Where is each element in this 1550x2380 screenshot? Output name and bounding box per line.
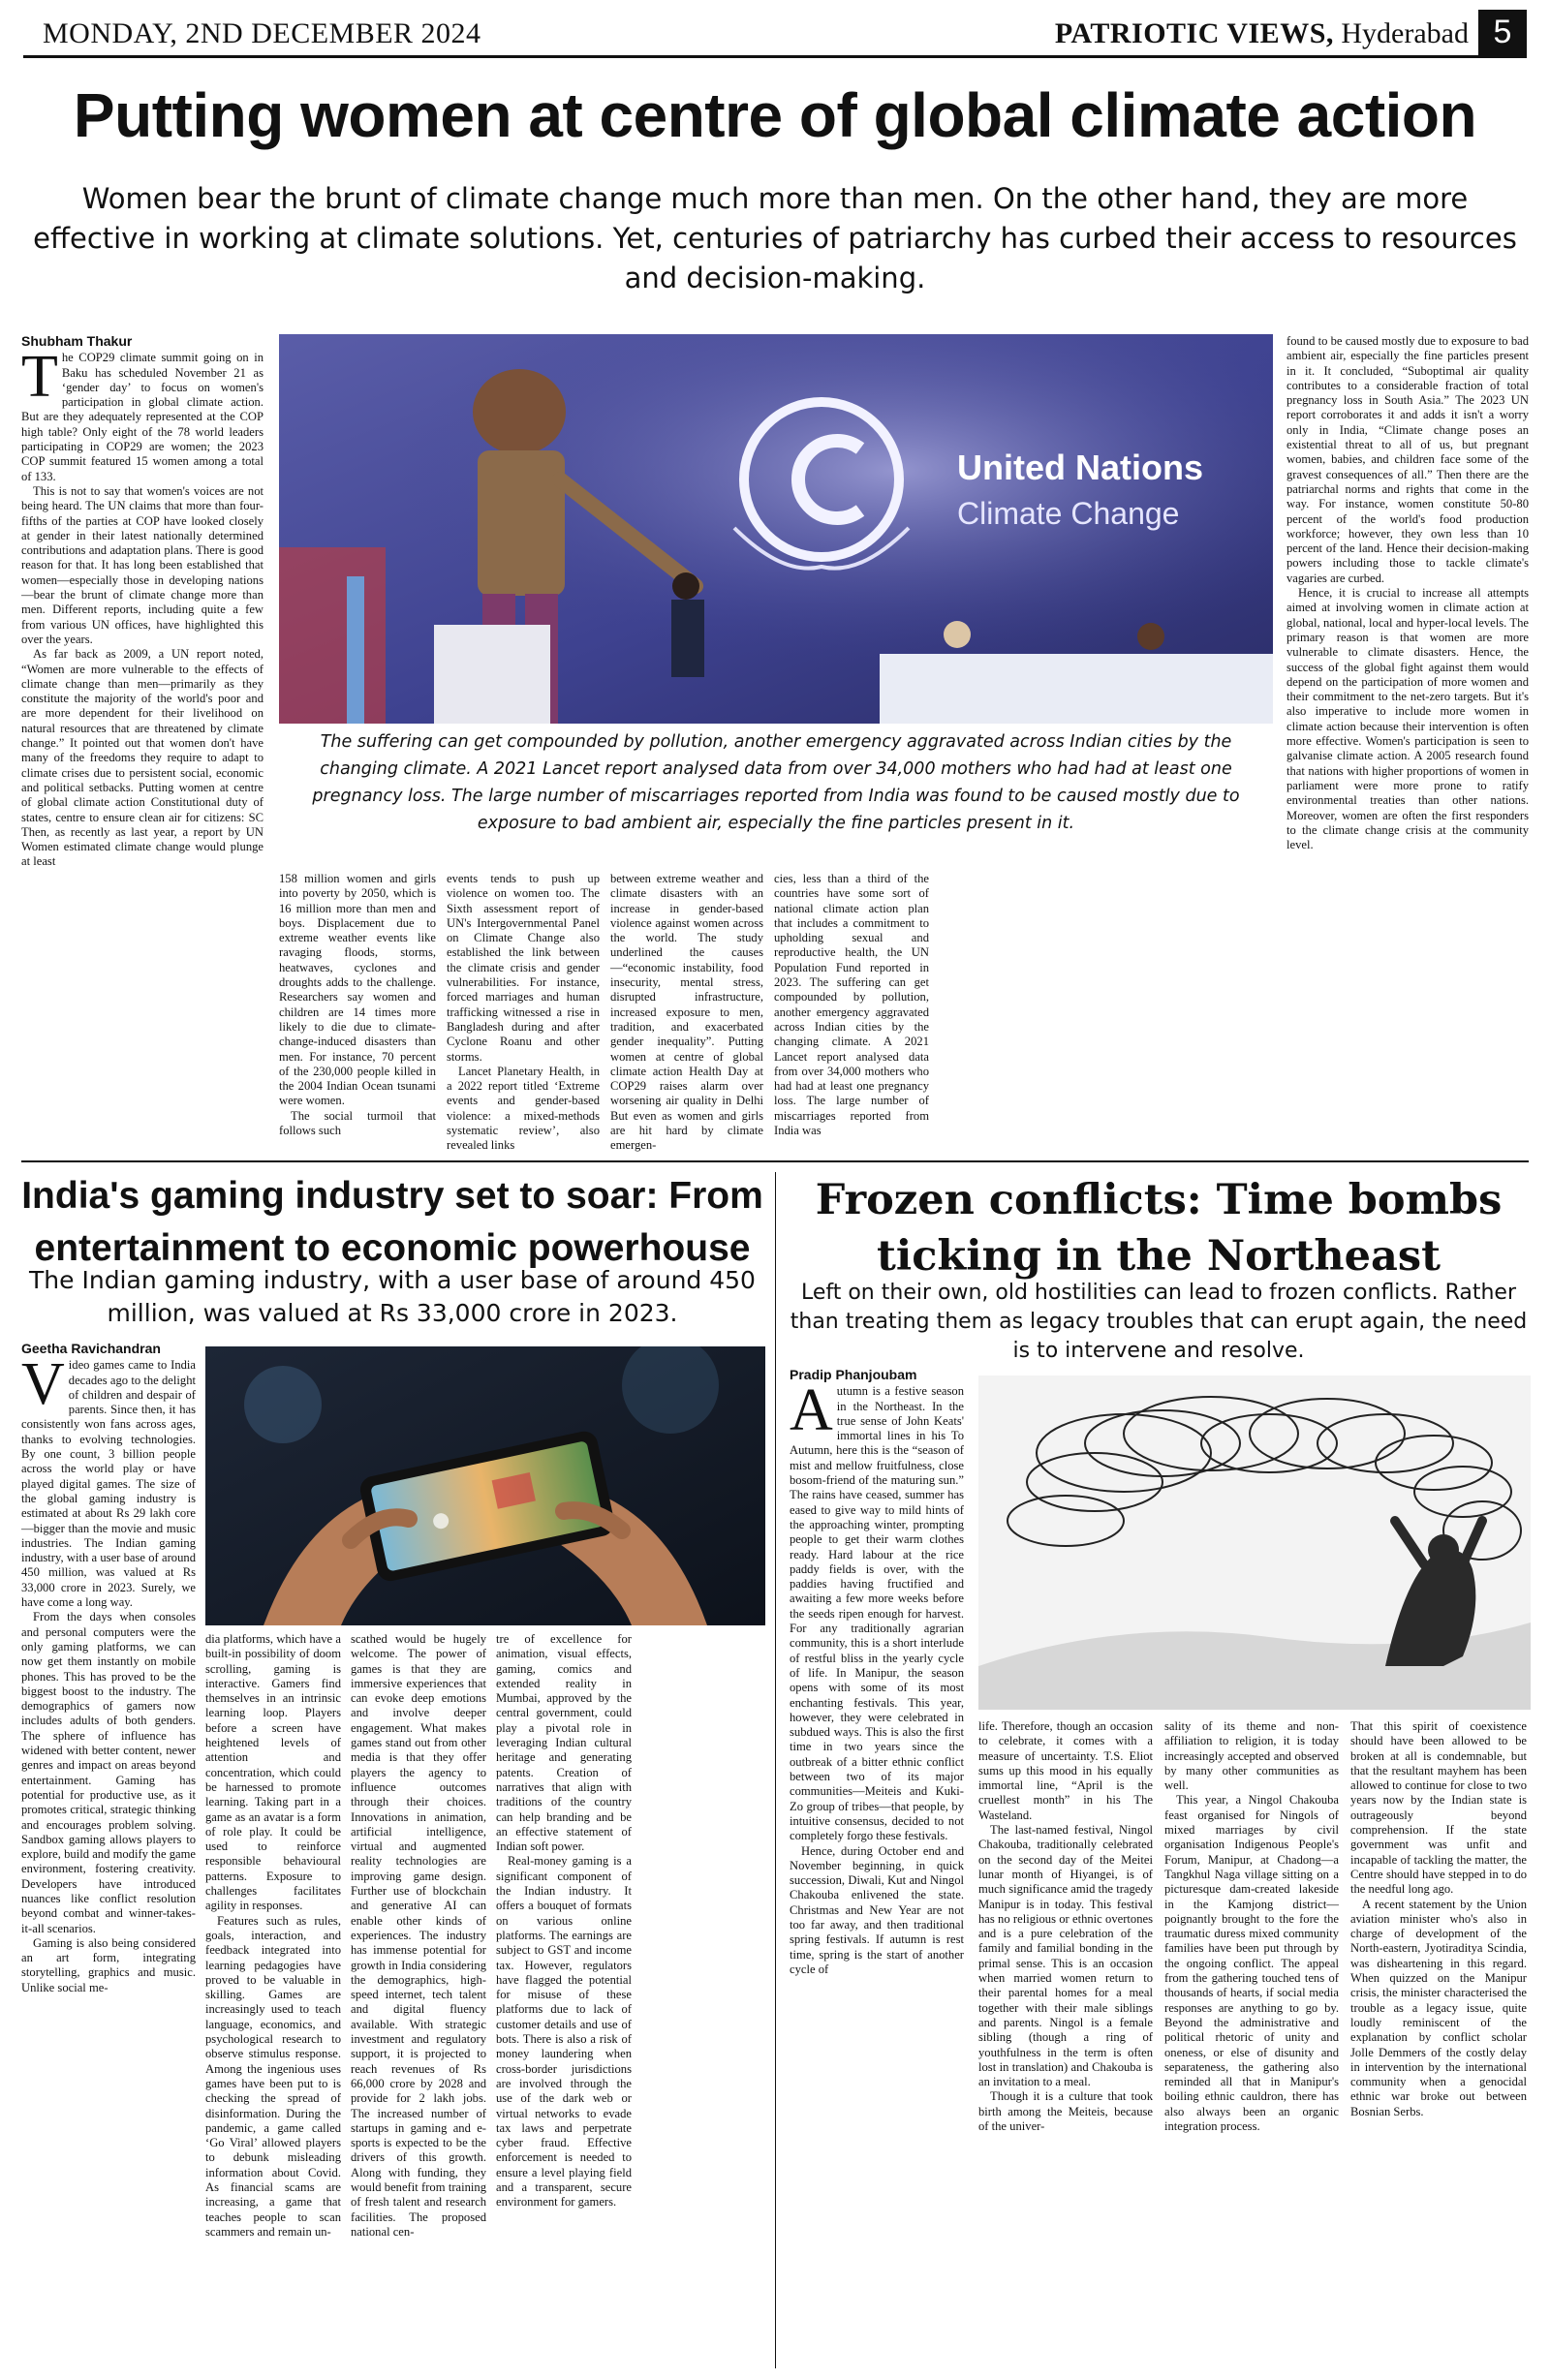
article2-dropcap: V — [21, 1351, 65, 1418]
article1-col1-p1: he COP29 climate summit going on in Baku has scheduled November 21 as ‘gender day’ to focus on women's participation in global climate action. But are they adequately represented at the COP high table? Only eight of the 78 world leaders participating in COP29 are women; the 2023 COP summit featured 15 women among a total of 133. — [21, 351, 264, 483]
article2-deck: The Indian gaming industry, with a user base of around 450 million, was valued at Rs 33,000 crore in 2023. — [29, 1266, 756, 1327]
article1-col6-p2: Hence, it is crucial to increase all attempts aimed at involving women in climate action at global, national, local and hyper-local levels. The primary reason is that women are more vulnerable to climate disasters. Hence, the success of the global fight against them would depend on the participation of more women and their commitment to the net-zero targets. But it's also imperative to include more women in climate action because their intervention is often more effective. Women's participation is seen to galvanise climate action. A 2005 research found that nations with higher proportions of women in parliament were more prone to ratify environmental treaties than other nations. Moreover, women are often the first responders to the climate change crisis at the community level. — [1286, 586, 1529, 852]
article2-col4 — [496, 1632, 632, 2368]
article2-col1-p1: ideo games came to India decades ago to the delight of children and despair of parents. Since then, it has consistently won fans across ages, thanks to evolving technologies. By one count, 3 billion people across the world play or have played digital games. The size of the global gaming industry is estimated at about Rs 29 lakh core—bigger than the movie and music industries. The Indian gaming industry, with a user base of around 450 million, was valued at Rs 33,000 crore in 2023. Surely, we have come a long way. — [21, 1358, 196, 1610]
article1-col1 — [21, 334, 264, 1138]
article1-col3 — [447, 872, 600, 1153]
article3-headline: Frozen conflicts: Time bombs ticking in the Northeast — [815, 1176, 1503, 1281]
article2-col2-p1: dia platforms, which have a built-in possibility of doom scrolling, gaming is interactive. Gamers find themselves in an intrinsic learning loop. Players before a screen have heightened levels of attention and concentration, which could be harnessed to promote learning. Taking part in a game as an avatar is a form of role play. It could be used to reinforce responsible behavioural patterns. Exposure to challenges facilitates agility in responses. — [205, 1632, 341, 1913]
article3-col2 — [978, 1719, 1153, 2368]
article2-byline: Geetha Ravichandran — [21, 1342, 161, 1356]
article2-col1 — [21, 1342, 196, 2368]
paper-city: Hyderabad — [1341, 17, 1469, 49]
article1-col1-p3: As far back as 2009, a UN report noted, “Women are more vulnerable to the effects of climate change than men—primarily as they constitute the majority of the world's poor and are more dependent for their livelihood on natural resources that are threatened by climate change.” It pointed out that women don't have many of the freedoms they require to adapt to climate crises due to persistent social, economic and political setbacks. Putting women at centre of global climate action Constitutional duty of states, centre to ensure clean air for citizens: SC Then, as recently as last year, a report by UN Women estimated climate change would plunge at least — [21, 647, 264, 869]
image-banner-text2: Climate Change — [957, 496, 1180, 531]
article2-col1-p2: From the days when consoles and personal computers were the only gaming platforms, we can now get them instantly on mobile phones. This has proved to be the biggest boost to the industry. The demographics of gamers now includes adults of both genders. The sphere of influence has widened with better content, newer genres and impact on areas beyond entertainment. Gaming has potential for productive use, as it promotes critical, strategic thinking and encourages problem solving. Sandbox gaming allows players to explore, build and modify the game environment, fostering creativity. Developers have introduced nuances like conflict resolution beyond combat and winner-takes-it-all scenarios. — [21, 1610, 196, 1935]
article3-col3-p2: This year, a Ningol Chakouba feast organised for Ningols of mixed marriages by civil organisation Indigenous People's Forum, Manipur, at Chadong—a Tangkhul Naga village sitting on a picturesque dam-created lakeside in the Kamjong district—poignantly brought to the fore the traumatic duress mixed community families have been put through by the ongoing conflict. The appeal from the gathering touched tens of thousands of hearts, if social media responses are anything to go by. Beyond the administrative and political rhetoric of unity and oneness, or else of disunity and separateness, the gathering also reminded all that in Manipur's boiling ethnic cauldron, there has also always been an organic integration process. — [1164, 1793, 1339, 2134]
article2-col1-p3: Gaming is also being considered an art form, integrating storytelling, graphics and music. Unlike social me- — [21, 1935, 196, 1994]
article3-col2-p2: The last-named festival, Ningol Chakouba, traditionally celebrated on the second day of the Meitei lunar month of Hiyangei, is of much significance amid the tragedy Manipur is in today. This festival has no religious or ethnic overtones and is a pure celebration of the family and familial bonding in the primal sense. This is an occasion when married women return to their parental homes for a meal together with their male siblings and parents. Ningol is a female sibling (though a ring of youthfulness in the term is often lost in translation) and Chakouba is an invitation to a meal. — [978, 1823, 1153, 2089]
article1-headline: Putting women at centre of global climate action — [73, 80, 1477, 150]
article1-col4-p1: between extreme weather and climate disasters with an increase in gender-based violence against women across the world. The study underlined the causes—“economic instability, food insecurity, mental stress, disrupted infrastructure, increased exposure to men, tradition, and exacerbated gender inequality”. Putting women at centre of global climate action Health Day at COP29 raises alarm over worsening air quality in Delhi But even as women and girls are hit hard by climate emergen- — [610, 872, 763, 1153]
article1-col6 — [1286, 334, 1529, 1153]
article3-col3-p1: sality of its theme and non-affiliation to religion, it is today increasingly accepted and observed by many other communities as well. — [1164, 1719, 1339, 1793]
article3-deck: Left on their own, old hostilities can lead to frozen conflicts. Rather than treating them as legacy troubles that can erupt again, the need is to intervene and resolve. — [790, 1281, 1528, 1363]
article1-caption: The suffering can get compounded by pollution, another emergency aggravated across Indian cities by the changing climate. A 2021 Lancet report analysed data from over 34,000 mothers who had had at least one pregnancy loss. The large number of miscarriages reported from India was found to be caused mostly due to exposure to bad ambient air, especially the fine particles present in it. — [312, 732, 1240, 833]
column-divider — [775, 1172, 776, 2368]
article3-byline: Pradip Phanjoubam — [790, 1368, 917, 1382]
article2-col4-p1: tre of excellence for animation, visual effects, gaming, comics and extended reality in Mumbai, approved by the central government, could play a pivotal role in leveraging Indian cultural heritage and generating patents. Creation of narratives that align with traditions of the country can help branding and be an effective statement of Indian soft power. — [496, 1632, 632, 1854]
article1-col3-p2: Lancet Planetary Health, in a 2022 report titled ‘Extreme events and gender-based violence: a mixed-methods systematic review’, also revealed links — [447, 1064, 600, 1153]
article1-col2-p1: 158 million women and girls into poverty by 2050, which is 16 million more than men and boys. Displacement due to extreme weather events like ravaging floods, storms, heatwaves, cyclones and droughts adds to the challenge. Researchers say women and children are 14 times more likely to die due to climate-change-induced disasters than men. For instance, 70 percent of the 230,000 people killed in the 2004 Indian Ocean tsunami were women. — [279, 872, 436, 1108]
article1-col5-p1: cies, less than a third of the countries have some sort of national climate action plan that includes a commitment to upholding sexual and reproductive health, the UN Population Fund reported in 2023. The suffering can get compounded by pollution, another emergency aggravated across Indian cities by the changing climate. A 2021 Lancet report analysed data from over 34,000 mothers who had had at least one pregnancy loss. The large number of miscarriages reported from India was — [774, 872, 929, 1138]
masthead — [23, 10, 1527, 58]
article3-col3 — [1164, 1719, 1339, 2368]
article1-col3-p1: events tends to push up violence on women too. The Sixth assessment report of UN's Intergovernmental Panel on Climate Change also established the link between the climate crisis and gender vulnerabilities. For instance, forced marriages and human trafficking witnessed a rise in Bangladesh during and after Cyclone Roanu and other storms. — [447, 872, 600, 1064]
article3-col4-p2: A recent statement by the Union aviation minister who's also in charge of development of the North-eastern, Jyotiraditya Scindia, was disheartening in this regard. When quizzed on the Manipur crisis, the minister characterised the trouble as a legacy issue, quite loudly reminiscent of the explanation by conflict scholar Jolle Demmers of the costly delay in intervention by the international community when a genocidal ethnic war broke out between Bosnian Serbs. — [1350, 1897, 1527, 2118]
article1-byline: Shubham Thakur — [21, 334, 133, 349]
article3-photo — [978, 1375, 1531, 1710]
article3-col2-p3: Though it is a culture that took birth among the Meiteis, because of the univer- — [978, 2089, 1153, 2134]
article3-col1-p1: utumn is a festive season in the Northeast. In the true sense of John Keats' immortal lines in his To Autumn, here this is the “season of mist and mellow fruitfulness, close bosom-friend of the maturing sun.” The rains have ceased, summer has eased to give way to mild hints of the approaching winter, prompting people to get their warm clothes ready. Hard labour at the rice paddy fields is over, with the paddies having fructified and awaiting a few more weeks before the seeds ripen enough for harvest. For any traditionally agrarian community, this is a short interlude of restful bliss in the yearly cycle of life. In Manipur, the season opens with some of its most enchanting festivals. This year, however, they were celebrated in subdued ways. This is also the first time in two years since the outbreak of a bitter ethnic conflict between two of its major communities—Meiteis and Kuki-Zo group of tribes—that people, by intuitive consensus, decided to not completely forgo these festivals. — [790, 1384, 964, 1843]
page-number: 5 — [1478, 10, 1527, 55]
article2-col3-p1: scathed would be hugely welcome. The power of games is that they are immersive experiences that can evoke deep emotions and involve deeper engagement. What makes games stand out from other media is that they offer players the agency to influence outcomes through their choices. Innovations in animation, artificial intelligence, virtual and augmented reality technologies are improving game design. Further use of blockchain and generative AI can enable other kinds of experiences. The industry has immense potential for growth in India considering the demographics, high-speed internet, tech talent and digital fluency available. With strategic investment and regulatory support, it is projected to reach revenues of Rs 66,000 crore by 2028 and provide for 2 lakh jobs. The increased number of startups in gaming and e-sports is expected to be the drivers of this growth. Along with funding, they would benefit from training of fresh talent and research facilities. The proposed national cen- — [351, 1632, 486, 2239]
article1-photo — [279, 334, 1273, 724]
article2-headline: India's gaming industry set to soar: From entertainment to economic powerhouse — [21, 1175, 763, 1269]
article1-col5 — [774, 872, 929, 1153]
cop29-stage-image — [279, 334, 1273, 724]
image-banner-text: United Nations — [957, 448, 1204, 487]
article3-col2-p1: life. Therefore, though an occasion to celebrate, it comes with a measure of uncertainty. T.S. Eliot sums up this mood in his equally immortal line, “April is the cruellest month” in his The Wasteland. — [978, 1719, 1153, 1822]
section-divider — [21, 1160, 1529, 1162]
article1-dropcap: T — [21, 344, 58, 411]
paper-title: PATRIOTIC VIEWS, — [1054, 17, 1334, 49]
article3-col1-p2: Hence, during October end and November beginning, in quick succession, Diwali, Kut and Ningol Chakouba enlivened the state. Christmas and New Year are not too far away, and then traditional spring festivals. If autumn is rest time, spring is the start of another cycle of — [790, 1843, 964, 1976]
article2-col2-p2: Features such as rules, goals, interaction, and feedback integrated into learning pedagogies have proved to be valuable in skilling. Games are increasingly used to teach language, economics, and psychological research to observe stimulus response. Among the ingenious uses games have been put to is checking the spread of disinformation. During the pandemic, a game called ‘Go Viral’ allowed players to debunk misleading information about Covid. As financial scams are increasing, a game that teaches people to scan scammers and remain un- — [205, 1913, 341, 2239]
paper-name — [1055, 17, 1469, 50]
issue-date: MONDAY, 2ND DECEMBER 2024 — [43, 17, 481, 49]
article3-col4 — [1350, 1719, 1527, 2368]
article3-dropcap: A — [790, 1377, 833, 1444]
barbed-wire-image — [978, 1375, 1531, 1710]
article1-col2-p2: The social turmoil that follows such — [279, 1108, 436, 1138]
article1-col6-p1: found to be caused mostly due to exposure to bad ambient air, especially the fine particles present in it. It concluded, “Suboptimal air quality contributes to a considerable fraction of total pregnancy loss in South Asia.” The 2023 UN report corroborates it and adds it isn't a worry only in India, “Climate change poses an existential threat to all of us, but pregnant women, babies, and children face some of the gravest consequences of all.” Then there are the patriarchal norms and rights that come in the way. For instance, women constitute 50-80 percent of the world's food production workforce; however, they own less than 10 percent of the land. Hence their decision-making powers including those to tackle climate's vagaries are curbed. — [1286, 334, 1529, 585]
article1-col4 — [610, 872, 763, 1153]
article2-col3 — [351, 1632, 486, 2368]
article2-col2 — [205, 1632, 341, 2368]
article3-col4-p1: That this spirit of coexistence should have been allowed to be broken at all is condemnable, but that the resultant mayhem has been allowed to continue for close to two years now by the Indian state is outrageously beyond comprehension. If the state government was unfit and incapable of tackling the matter, the Centre should have stepped in to do the needful long ago. — [1350, 1719, 1527, 1897]
article2-photo — [205, 1346, 765, 1625]
article1-col1-p2: This is not to say that women's voices are not being heard. The UN claims that more than four-fifths of the parties at COP have looked closely at gender in their latest nationally determined contributions and adaptation plans. There is good reason for that. It has long been established that women—especially those in developing nations—bear the brunt of climate change more than men. Different reports, including quite a few from various UN offices, have highlighted this over the years. — [21, 483, 264, 646]
article2-col4-p2: Real-money gaming is a significant component of the Indian industry. It offers a bouquet of formats on various online platforms. The earnings are subject to GST and income tax. However, regulators have flagged the potential for misuse of these platforms due to lack of customer details and use of bots. There is also a risk of money laundering when cross-border jurisdictions are involved through the use of the dark web or virtual networks to evade tax laws and perpetrate cyber fraud. Effective enforcement is needed to ensure a level playing field and a transparent, secure environment for gamers. — [496, 1854, 632, 2210]
mobile-gaming-image — [205, 1346, 765, 1625]
article3-col1 — [790, 1368, 964, 2368]
article1-col2 — [279, 872, 436, 1153]
article1-deck: Women bear the brunt of climate change much more than men. On the other hand, they are more effective in working at climate solutions. Yet, centuries of patriarchy has curbed their access to resources and decision-making. — [33, 182, 1517, 294]
